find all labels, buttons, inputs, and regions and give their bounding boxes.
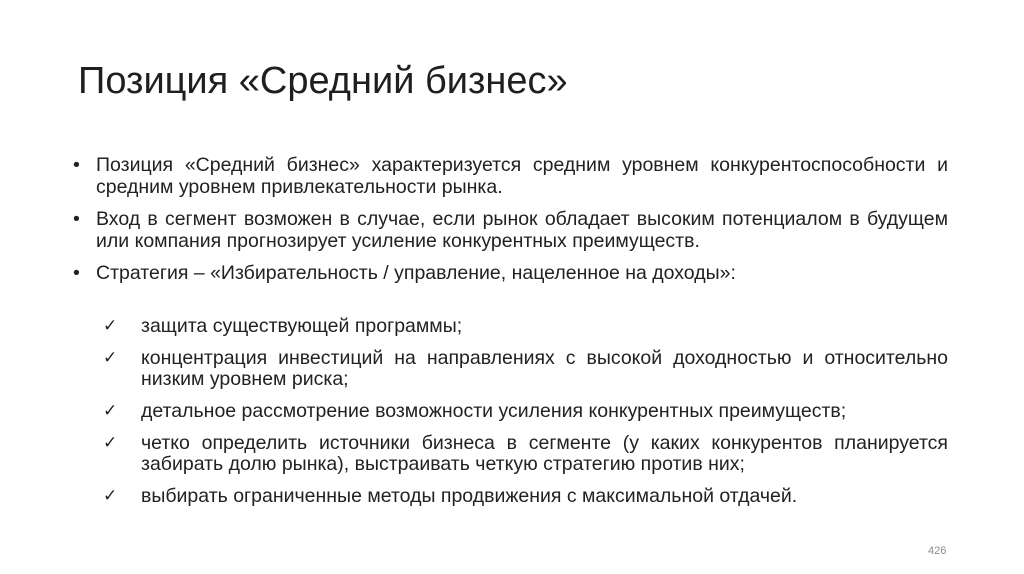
checklist-item-text: защита существующей программы; <box>141 315 463 337</box>
bullet-item: • Вход в сегмент возможен в случае, если рынок обладает высоким потенциалом в будущем или компания прогнозирует усиление конкурентных преимуществ. <box>73 208 948 252</box>
checklist-item <box>103 316 948 337</box>
bullet-item: • Позиция «Средний бизнес» характеризуется средним уровнем конкурентоспособности и средним уровнем привлекательности рынка. <box>73 154 948 198</box>
checklist-item-text: четко определить источники бизнеса в сегменте (у каких конкурентов планируется забирать долю рынка), выстраивать четкую стратегию против них; <box>141 432 948 475</box>
slide-title: Позиция «Средний бизнес» <box>78 60 568 102</box>
checkmark-icon: ✓ <box>103 401 118 421</box>
checkmark-icon: ✓ <box>103 316 118 336</box>
page-number: 426 <box>928 545 947 557</box>
checklist-item <box>103 401 948 422</box>
checklist-item-text: детальное рассмотрение возможности усиления конкурентных преимуществ; <box>141 400 847 422</box>
checklist-item <box>103 433 948 475</box>
checklist-item-text: концентрация инвестиций на направлениях с высокой доходностью и относительно низким уровнем риска; <box>141 347 948 390</box>
checklist-item <box>103 348 948 390</box>
bullet-list <box>73 154 948 294</box>
checklist-item-text: выбирать ограниченные методы продвижения с максимальной отдачей. <box>141 485 798 507</box>
checkmark-icon: ✓ <box>103 433 118 453</box>
checklist <box>103 316 948 518</box>
checklist-item <box>103 486 948 507</box>
bullet-item: • Стратегия – «Избирательность / управление, нацеленное на доходы»: <box>73 262 948 284</box>
checkmark-icon: ✓ <box>103 486 118 506</box>
checkmark-icon: ✓ <box>103 348 118 368</box>
